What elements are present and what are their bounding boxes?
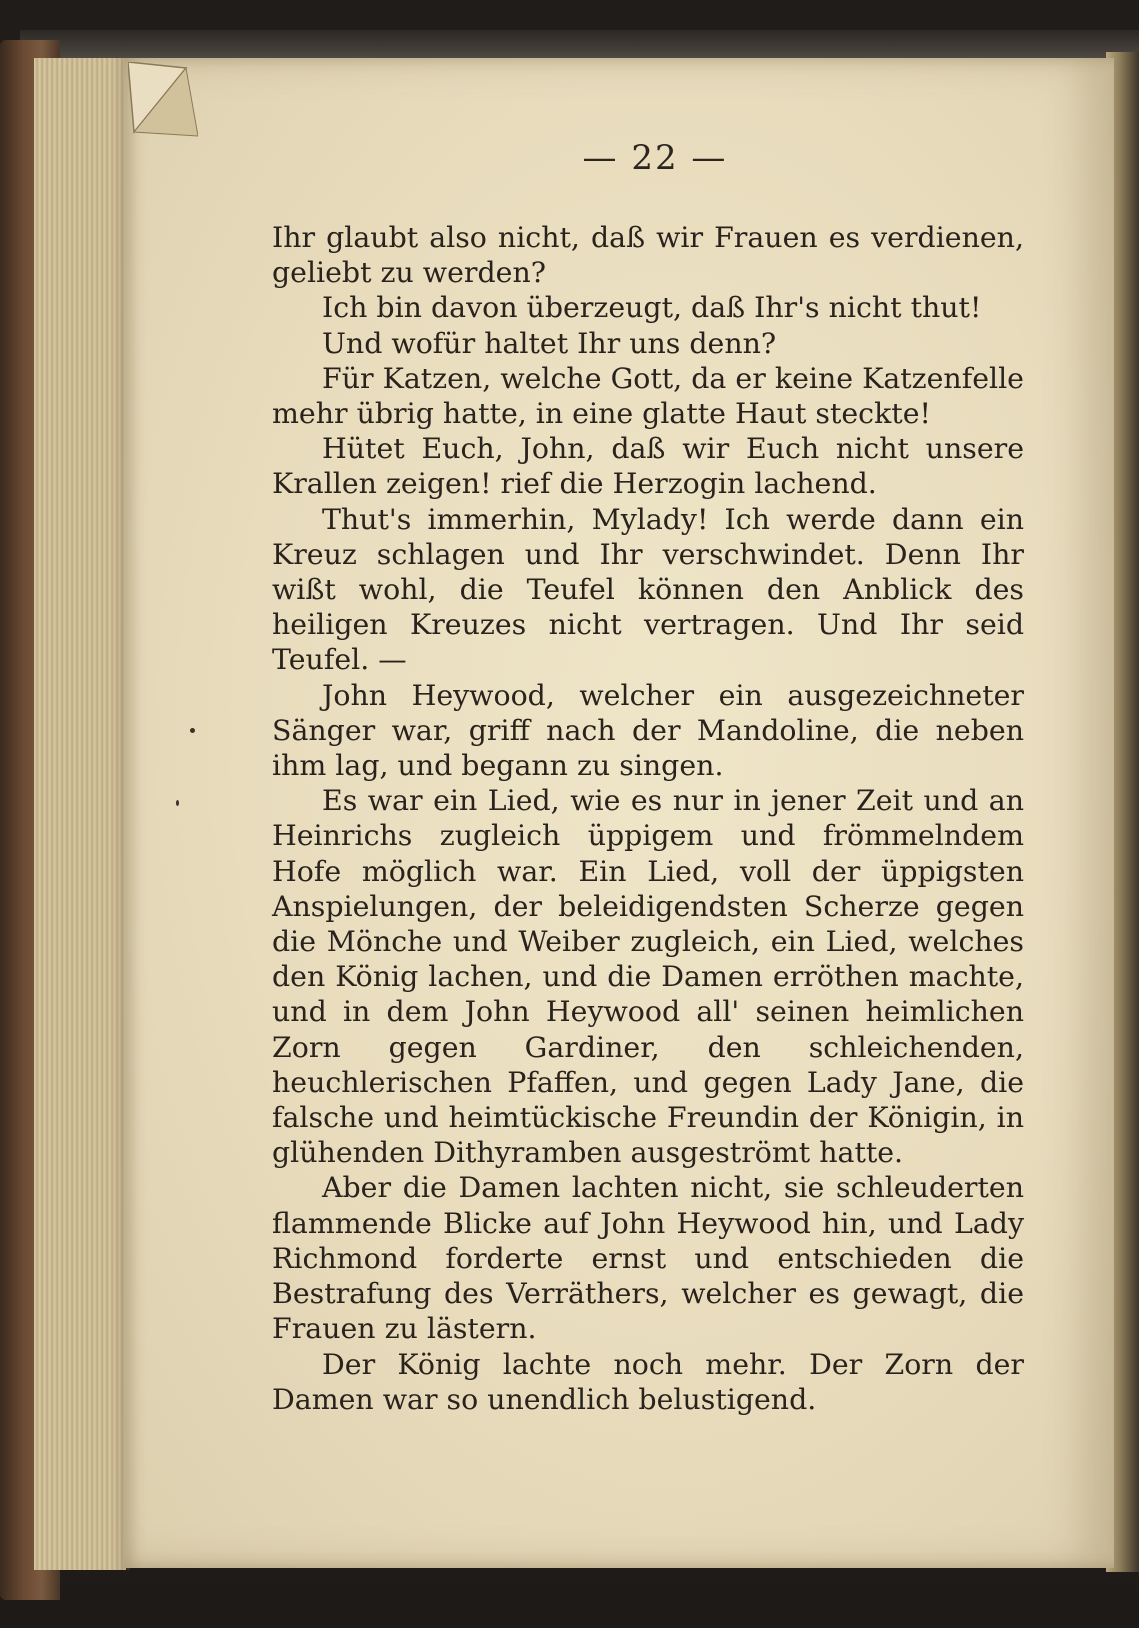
paragraph: Hütet Euch, John, daß wir Euch nicht unsere Krallen zeigen! rief die Herzogin lachend. bbox=[272, 432, 1024, 501]
paragraph: Und wofür haltet Ihr uns denn? bbox=[322, 326, 777, 360]
paragraph: Aber die Damen lachten nicht, sie schleuderten flammende Blicke auf John Heywood hin, und Lady Richmond forderte ernst und entschieden die Bestrafung des Verräthers, welcher es gewagt, die Frauen zu lästern. bbox=[272, 1171, 1024, 1346]
paragraph: John Heywood, welcher ein ausgezeichneter Sänger war, griff nach der Mandoline, die neben ihm lag, und begann zu singen. bbox=[272, 678, 1024, 783]
paragraph: Der König lachte noch mehr. Der Zorn der Damen war so unendlich belustigend. bbox=[272, 1347, 1024, 1416]
folded-corner-icon bbox=[128, 62, 198, 140]
paragraph: Thut's immerhin, Mylady! Ich werde dann ein Kreuz schlagen und Ihr verschwindet. Denn Ihr wißt wohl, die Teufel können den Anblick des heiligen Kreuzes nicht vertragen. Und Ihr seid Teufel. — bbox=[272, 502, 1024, 677]
paragraph: Ich bin davon überzeugt, daß Ihr's nicht thut! bbox=[322, 291, 982, 325]
ink-speck bbox=[176, 800, 179, 806]
paragraph: Für Katzen, welche Gott, da er keine Katzenfelle mehr übrig hatte, in eine glatte Haut steckte! bbox=[272, 361, 1024, 431]
page-number: — 22 — bbox=[582, 138, 728, 178]
body-text bbox=[272, 220, 1024, 1417]
ink-speck bbox=[190, 728, 195, 733]
paragraph: Ihr glaubt also nicht, daß wir Frauen es verdienen, geliebt zu werden? bbox=[272, 221, 1024, 290]
paragraph: Es war ein Lied, wie es nur in jener Zeit und an Heinrichs zugleich üppigem und frömmelndem Hofe möglich war. Ein Lied, voll der üppigsten Anspielungen, der beleidigendsten Scherze gegen die Mönche und Weiber zugleich, ein Lied, welches den König lachen, und die Damen erröthen machte, und in dem John Heywood all' seinen heimlichen Zorn gegen Gardiner, den schleichenden, heuchlerischen Pfaffen, und gegen Lady Jane, die falsche und heimtückische Freundin der Königin, in glühenden Dithyramben ausgeströmt hatte. bbox=[272, 784, 1024, 1170]
